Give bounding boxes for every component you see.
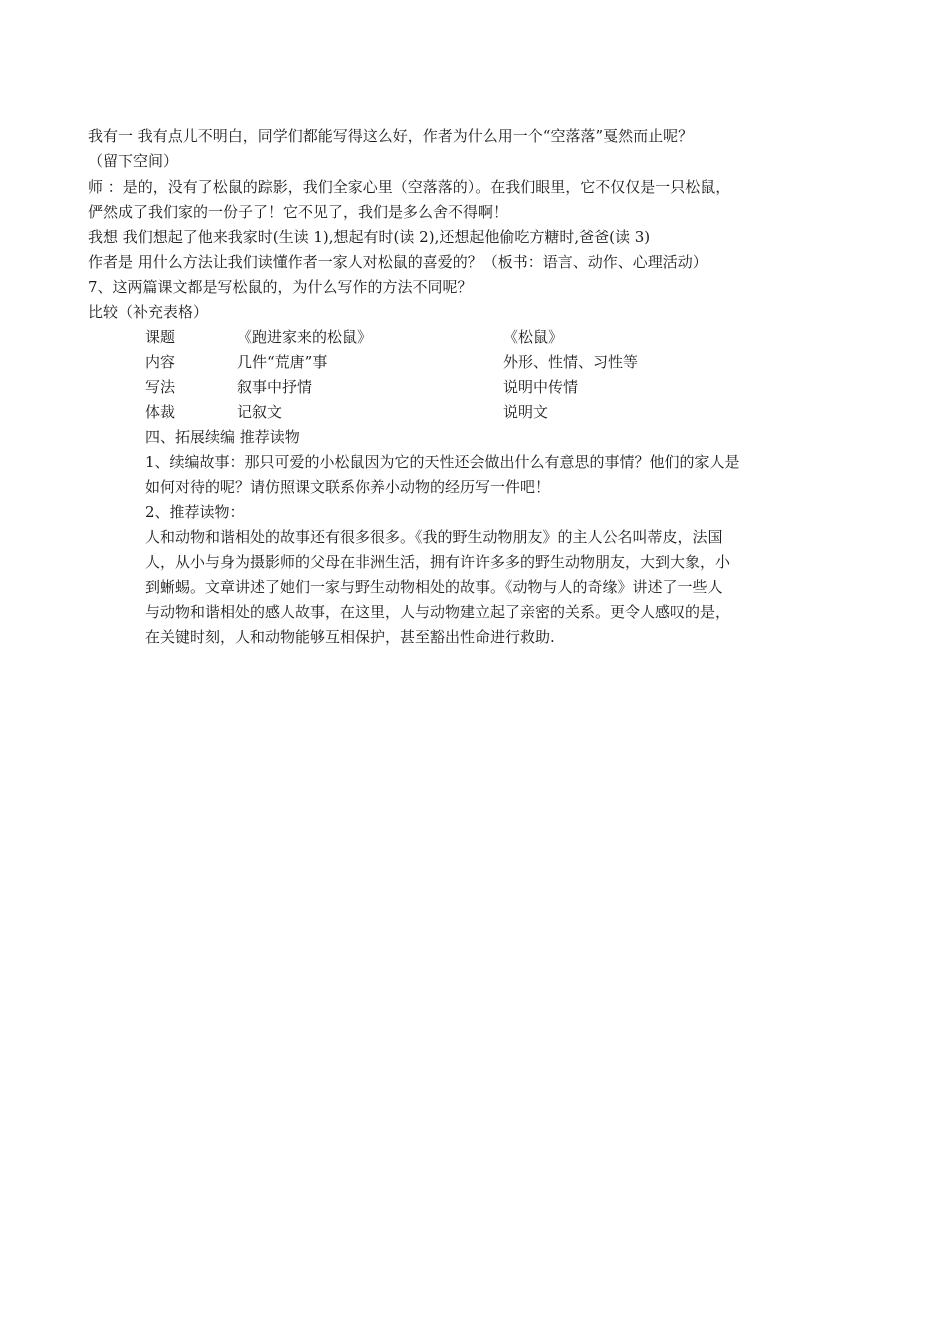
paragraph-line-1: 我有一 我有点儿不明白，同学们都能写得这么好，作者为什么用一个“空落落”戛然而止呢？ [88,127,694,145]
item1-line-1: 1、续编故事：那只可爱的小松鼠因为它的天性还会做出什么有意思的事情？他们的家人是 [145,453,740,471]
table-cell: 写法 [145,378,176,396]
table-cell: 记叙文 [237,403,283,421]
paragraph-line-6: 作者是 用什么方法让我们读懂作者一家人对松鼠的喜爱的？（板书：语言、动作、心理活动） [88,253,708,271]
table-cell: 《松鼠》 [503,328,564,346]
comparison-heading: 比较（补充表格） [88,303,209,321]
table-cell: 说明文 [503,403,549,421]
table-cell: 外形、性情、习性等 [503,353,639,371]
item2-line-4: 与动物和谐相处的感人故事，在这里，人与动物建立起了亲密的关系。更令人感叹的是， [145,603,731,621]
section-heading: 四、拓展续编 推荐读物 [145,428,300,446]
item2-line-1: 人和动物和谐相处的故事还有很多很多。《我的野生动物朋友》的主人公名叫蒂皮，法国 [145,528,723,546]
paragraph-line-3: 师 ：是的，没有了松鼠的踪影，我们全家心里（空落落的）。在我们眼里，它不仅仅是一只松鼠， [88,178,731,196]
item2-title: 2、推荐读物： [145,503,245,521]
item2-line-2: 人，从小与身为摄影师的父母在非洲生活，拥有许许多多的野生动物朋友，大到大象，小 [145,553,731,571]
table-cell: 《跑进家来的松鼠》 [237,328,373,346]
question-7: 7、这两篇课文都是写松鼠的，为什么写作的方法不同呢？ [88,278,473,296]
table-cell: 说明中传情 [503,378,579,396]
table-cell: 体裁 [145,403,176,421]
table-cell: 叙事中抒情 [237,378,313,396]
table-cell: 内容 [145,353,176,371]
item2-line-3: 到蜥蜴。文章讲述了她们一家与野生动物相处的故事。《动物与人的奇缘》讲述了一些人 [145,578,723,596]
table-cell: 课题 [145,328,176,346]
table-cell: 几件“荒唐”事 [237,353,328,371]
paragraph-line-4: 俨然成了我们家的一份子了！它不见了，我们是多么舍不得啊！ [88,203,509,221]
item2-line-5: 在关键时刻，人和动物能够互相保护，甚至豁出性命进行救助. [145,628,555,646]
paragraph-line-5: 我想 我们想起了他来我家时(生读 1),想起有时(读 2),还想起他偷吃方糖时,爸爸(读 3) [88,228,651,246]
item1-line-2: 如何对待的呢？请仿照课文联系你养小动物的经历写一件吧！ [145,478,551,496]
paragraph-line-2: （留下空间） [88,152,179,170]
